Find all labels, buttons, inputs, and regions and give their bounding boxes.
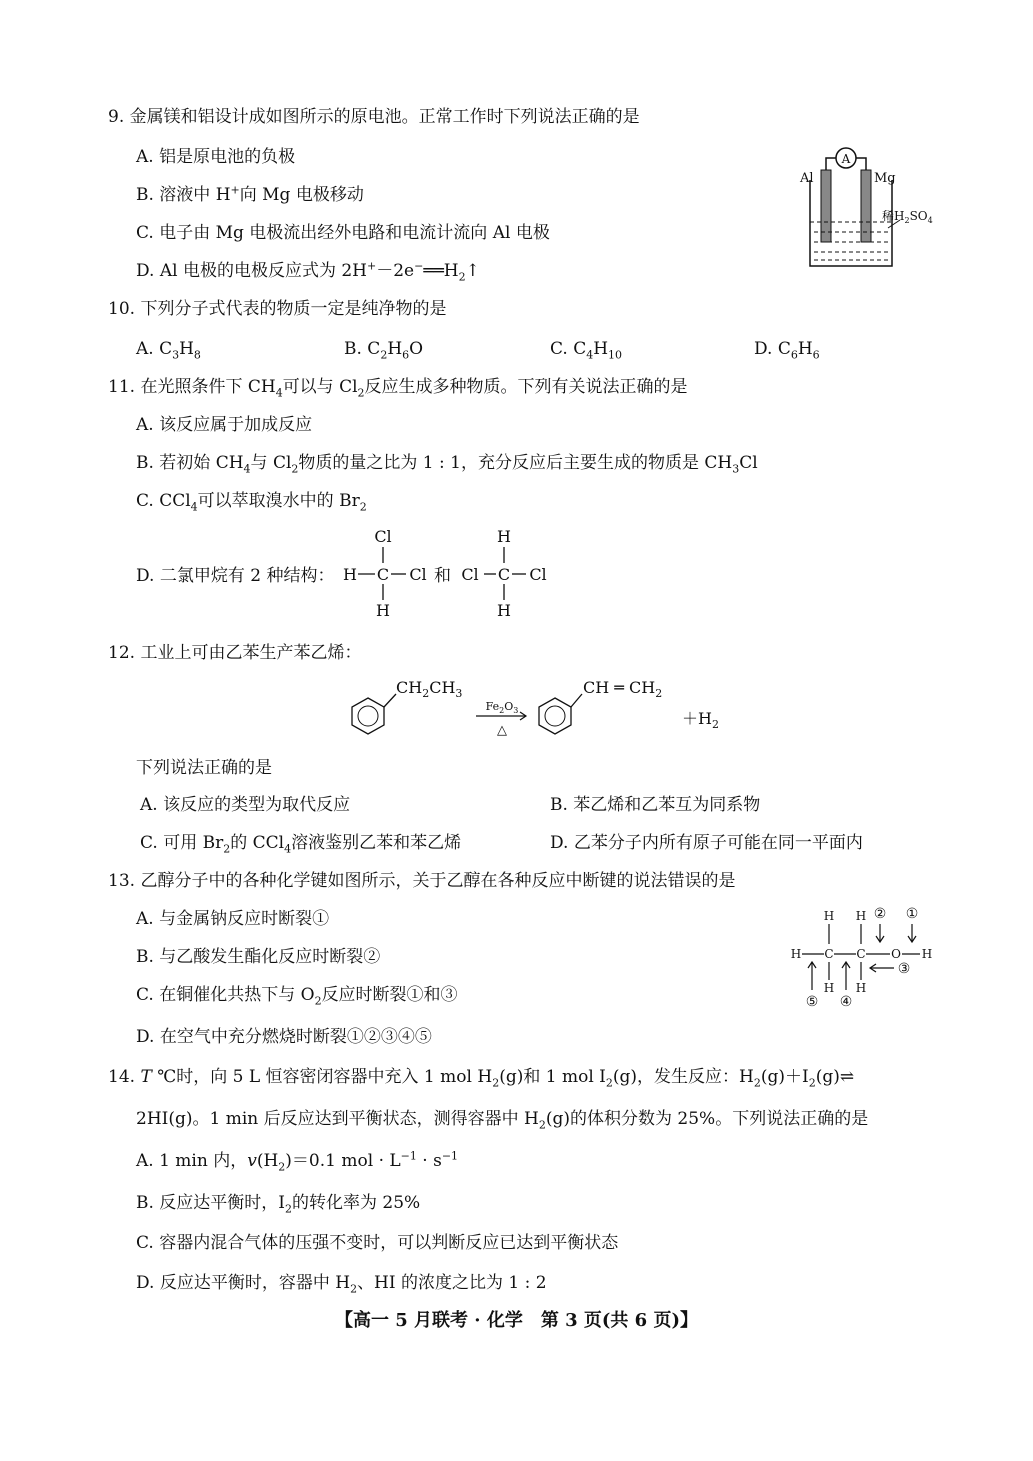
q13-option-d: D. 在空气中充分燃烧时断裂①②③④⑤	[136, 1027, 432, 1047]
ethanol-bond-diagram	[786, 902, 946, 1010]
q13-stem: 13. 乙醇分子中的各种化学键如图所示，关于乙醇在各种反应中断键的说法错误的是	[108, 871, 736, 891]
svg-text:Cl: Cl	[461, 565, 479, 584]
q14-stem-line2: 2HI(g)。1 min 后反应达到平衡状态，测得容器中 $H_2(g)$的体积分数为 25%。下列说法正确的是	[136, 1109, 869, 1132]
q10-option-c: C. $C_4H_{10}$	[550, 339, 623, 362]
solution-label: 稀$H_2SO_4$	[882, 209, 933, 225]
q14-option-c: C. 容器内混合气体的压强不变时，可以判断反应已达到平衡状态	[136, 1233, 619, 1253]
svg-text:H: H	[497, 601, 511, 620]
q10-option-b: B. $C_2H_6O$	[344, 339, 424, 362]
svg-text:C: C	[856, 947, 866, 961]
svg-text:H: H	[823, 981, 835, 995]
catalyst-label: $Fe_2O_3$	[485, 700, 519, 715]
bond-label-1: ①	[905, 906, 919, 922]
svg-text:H: H	[343, 565, 357, 584]
svg-text:Cl: Cl	[409, 565, 427, 584]
q14-option-a: A. 1 min 内，$v(H_2)=0.1$ mol · $L^{-1} \cdot s^{-1}$	[136, 1149, 459, 1174]
q11-and-text: 和	[434, 566, 451, 586]
q9-option-a: A. 铝是原电池的负极	[136, 147, 296, 167]
q9-stem: 9. 金属镁和铝设计成如图所示的原电池。正常工作时下列说法正确的是	[108, 107, 640, 127]
svg-text:H: H	[497, 527, 511, 546]
svg-text:H: H	[921, 947, 933, 961]
q12-option-d: D. 乙苯分子内所有原子可能在同一平面内	[550, 833, 863, 853]
bond-label-2: ②	[873, 906, 887, 922]
ethylbenzene-label: $CH_2CH_3$	[396, 678, 463, 700]
svg-text:H: H	[376, 601, 390, 620]
q12-option-b: B. 苯乙烯和乙苯互为同系物	[550, 795, 761, 815]
svg-text:Cl: Cl	[374, 527, 392, 546]
q11-option-c: C. CCl$_4$可以萃取溴水中的 $Br_2$	[136, 491, 367, 514]
q14-option-b: B. 反应达平衡时，$I_2$的转化率为 25%	[136, 1193, 421, 1216]
dichloromethane-structure-1	[338, 526, 438, 622]
dichloromethane-structure-2	[458, 526, 558, 622]
svg-text:O: O	[891, 947, 901, 961]
svg-text:Cl: Cl	[529, 565, 547, 584]
mg-label: Mg	[874, 171, 896, 186]
heat-label: △	[497, 723, 507, 738]
svg-text:H: H	[855, 981, 867, 995]
svg-text:H: H	[790, 947, 802, 961]
q14-option-d: D. 反应达平衡时，容器中 $H_2$、HI 的浓度之比为 1 : 2	[136, 1273, 547, 1296]
svg-text:H: H	[823, 909, 835, 923]
styrene-label: CH ═ $CH_2$	[583, 678, 663, 700]
q13-option-c: C. 在铜催化共热下与 $O_2$反应时断裂①和③	[136, 985, 458, 1008]
q12-prompt: 下列说法正确的是	[136, 758, 272, 778]
bond-label-3: ③	[897, 961, 911, 977]
page-footer: 【高一 5 月联考 · 化学 第 3 页(共 6 页)】	[334, 1310, 698, 1331]
bond-label-4: ④	[839, 994, 853, 1010]
q10-stem: 10. 下列分子式代表的物质一定是纯净物的是	[108, 299, 447, 319]
q11-stem: 11. 在光照条件下 $CH_4$可以与 $Cl_2$反应生成多种物质。下列有关说法正确的是	[108, 377, 688, 400]
al-label: Al	[800, 171, 814, 186]
q9-option-d: D. Al 电极的电极反应式为 $2H^+-2e^-══H_2↑$	[136, 259, 480, 284]
q10-option-d: D. $C_6H_6$	[754, 339, 820, 362]
svg-text:H: H	[855, 909, 867, 923]
q14-stem-line1: 14. T ℃时，向 5 L 恒容密闭容器中充入 1 mol $H_2(g)$和 1 mol $I_2(g)$，发生反应：$H_2(g)+I_2(g)\rightleftharpoons$	[108, 1067, 855, 1090]
svg-text:C: C	[824, 947, 834, 961]
ammeter-label: A	[841, 152, 851, 166]
svg-text:C: C	[376, 565, 390, 584]
q11-option-a: A. 该反应属于加成反应	[136, 415, 313, 435]
q10-option-a: A. $C_3H_8$	[136, 339, 201, 362]
q13-option-b: B. 与乙酸发生酯化反应时断裂②	[136, 947, 381, 967]
ethylbenzene-to-styrene-reaction	[340, 668, 740, 750]
q11-option-d: D. 二氯甲烷有 2 种结构：	[136, 566, 335, 586]
galvanic-cell-diagram	[790, 140, 950, 275]
q11-option-b: B. 若初始 $CH_4$与 $Cl_2$物质的量之比为 1 : 1，充分反应后主要生成的物质是 $CH_3Cl$	[136, 453, 758, 476]
q9-option-c: C. 电子由 Mg 电极流出经外电路和电流计流向 Al 电极	[136, 223, 550, 243]
q12-option-a: A. 该反应的类型为取代反应	[140, 795, 351, 815]
bond-label-5: ⑤	[805, 994, 819, 1010]
hydrogen-byproduct: $+H_2$	[682, 709, 719, 731]
q9-option-b: B. 溶液中 H+向 Mg 电极移动	[136, 183, 364, 205]
q13-option-a: A. 与金属钠反应时断裂①	[136, 909, 330, 929]
q12-option-c: C. 可用 $Br_2$的 CCl$_4$溶液鉴别乙苯和苯乙烯	[140, 833, 462, 856]
svg-text:C: C	[497, 565, 511, 584]
q12-stem: 12. 工业上可由乙苯生产苯乙烯：	[108, 643, 362, 663]
